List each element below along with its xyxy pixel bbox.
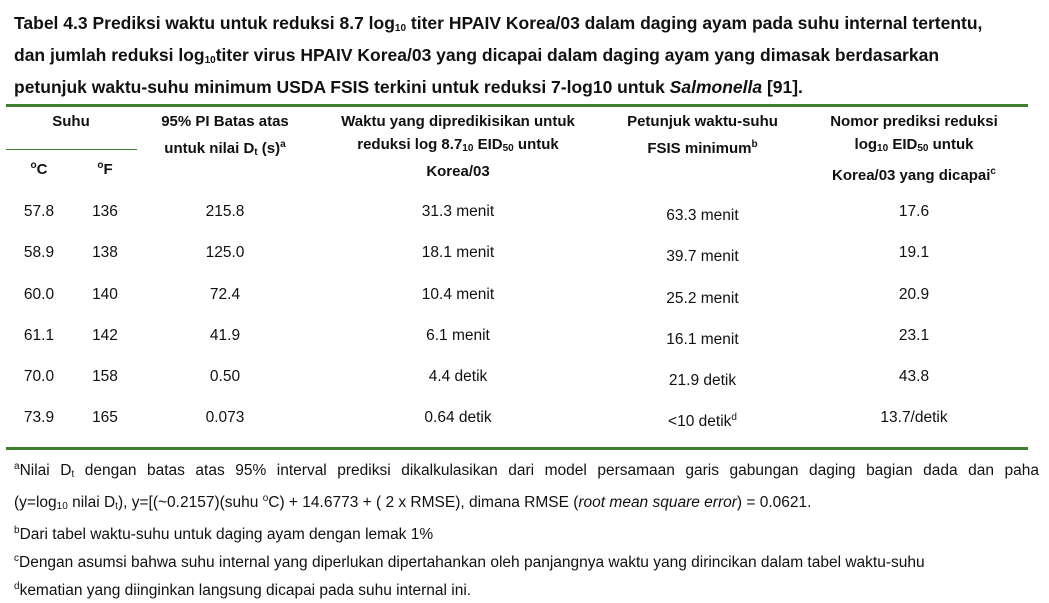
footnote-c: $^c$Dengan asumsi bahwa suhu internal yang diperlukan dipertahankan oleh panjangnya waktu yang dirincikan dalam tabel waktu-suhu — [14, 553, 925, 571]
cell-fsis: <10 detik$^d$ — [668, 412, 737, 430]
cell-celsius: 57.8 — [23, 203, 55, 220]
cell-fahrenheit: 165 — [92, 409, 118, 426]
footnote-d: $^d$kematian yang diinginkan langsung dicapai pada suhu internal ini. — [14, 581, 472, 599]
cell-reduction: 19.1 — [898, 244, 930, 261]
cell-celsius: 70.0 — [23, 368, 55, 385]
cell-pi: 0.073 — [205, 409, 245, 426]
cell-celsius: 73.9 — [23, 409, 55, 426]
footnote-b: $^b$Dari tabel waktu-suhu untuk daging ayam dengan lemak 1% — [14, 525, 434, 543]
cell-pi: 72.4 — [209, 286, 241, 303]
cell-reduction: 23.1 — [898, 327, 930, 344]
table-bottom-rule — [6, 447, 1028, 450]
cell-predicted-time: 6.1 menit — [426, 327, 490, 344]
cell-fahrenheit: 136 — [92, 203, 118, 220]
cell-reduction: 20.9 — [898, 286, 930, 303]
cell-predicted-time: 10.4 menit — [421, 286, 495, 303]
caption-line-3: petunjuk waktu-suhu minimum USDA FSIS terkini untuk reduksi 7-log10 untuk Salmonella [91]. — [14, 77, 803, 97]
table-top-rule — [6, 104, 1028, 107]
cell-pi: 125.0 — [205, 244, 245, 261]
suhu-subheader-rule — [6, 149, 137, 150]
cell-pi: 215.8 — [205, 203, 245, 220]
caption-line-2: dan jumlah reduksi $\log_{10}titer$ virus HPAIV Korea/03 yang dicapai dalam daging ayam yang dimasak berdasarkan — [14, 45, 940, 66]
cell-fahrenheit: 138 — [92, 244, 118, 261]
cell-fahrenheit: 158 — [92, 368, 118, 385]
header-fsis-guideline: Petunjuk waktu-suhu FSIS minimum$^b$ — [627, 113, 778, 157]
header-predicted-time: Waktu yang dipredikisikan untuk reduksi $\log 8.7_{10}$ $EID_{50}$ untuk Korea/03 — [341, 113, 575, 180]
footnote-a-line-1: $^a$Nilai $D_t$ dengan batas atas 95% interval prediksi dikalkulasikan dari model persamaan garis gabungan daging bagian dada dan paha — [14, 461, 1040, 480]
header-celsius: $^o$C — [30, 160, 48, 178]
cell-fsis: 25.2 menit — [666, 290, 739, 307]
cell-predicted-time: 4.4 detik — [428, 368, 488, 385]
cell-celsius: 61.1 — [23, 327, 55, 344]
footnote-a-line-2: ($y=\log_{10}$ nilai $D_t$), y=[(~0.2157)(suhu $^o$C) + 14.6773 + ( 2 x RMSE), dimana RMSE (root mean square error) = 0.0621. — [14, 493, 812, 512]
cell-celsius: 58.9 — [23, 244, 55, 261]
header-suhu: Suhu — [52, 113, 90, 130]
cell-fsis: 63.3 menit — [666, 207, 739, 224]
header-pi-upper-limit: 95% PI Batas atas untuk nilai $D_t$ $(s)^a$ — [161, 113, 289, 158]
cell-fsis: 21.9 detik — [668, 372, 737, 389]
table-caption — [14, 10, 1044, 101]
cell-fsis: 16.1 menit — [666, 331, 739, 348]
cell-celsius: 60.0 — [23, 286, 55, 303]
cell-pi: 0.50 — [209, 368, 241, 385]
cell-fsis: 39.7 menit — [666, 248, 739, 265]
table-footnotes — [14, 455, 1039, 603]
cell-reduction: 13.7/detik — [880, 409, 948, 426]
cell-fahrenheit: 142 — [92, 327, 118, 344]
cell-predicted-time: 31.3 menit — [421, 203, 495, 220]
header-predicted-reduction: Nomor prediksi reduksi $\log_{10} EID_{50}$ untuk Korea/03 yang dicapai$^c$ — [830, 113, 998, 184]
cell-predicted-time: 18.1 menit — [421, 244, 495, 261]
caption-line-1: Tabel 4.3 Prediksi waktu untuk reduksi 8.7 $\log_{10}$ titer HPAIV Korea/03 dalam daging ayam pada suhu internal tertentu, — [14, 13, 983, 34]
cell-reduction: 17.6 — [898, 203, 930, 220]
cell-predicted-time: 0.64 detik — [424, 409, 492, 426]
cell-pi: 41.9 — [209, 327, 241, 344]
cell-fahrenheit: 140 — [92, 286, 118, 303]
header-fahrenheit: $^o$F — [97, 160, 113, 178]
cell-reduction: 43.8 — [898, 368, 930, 385]
